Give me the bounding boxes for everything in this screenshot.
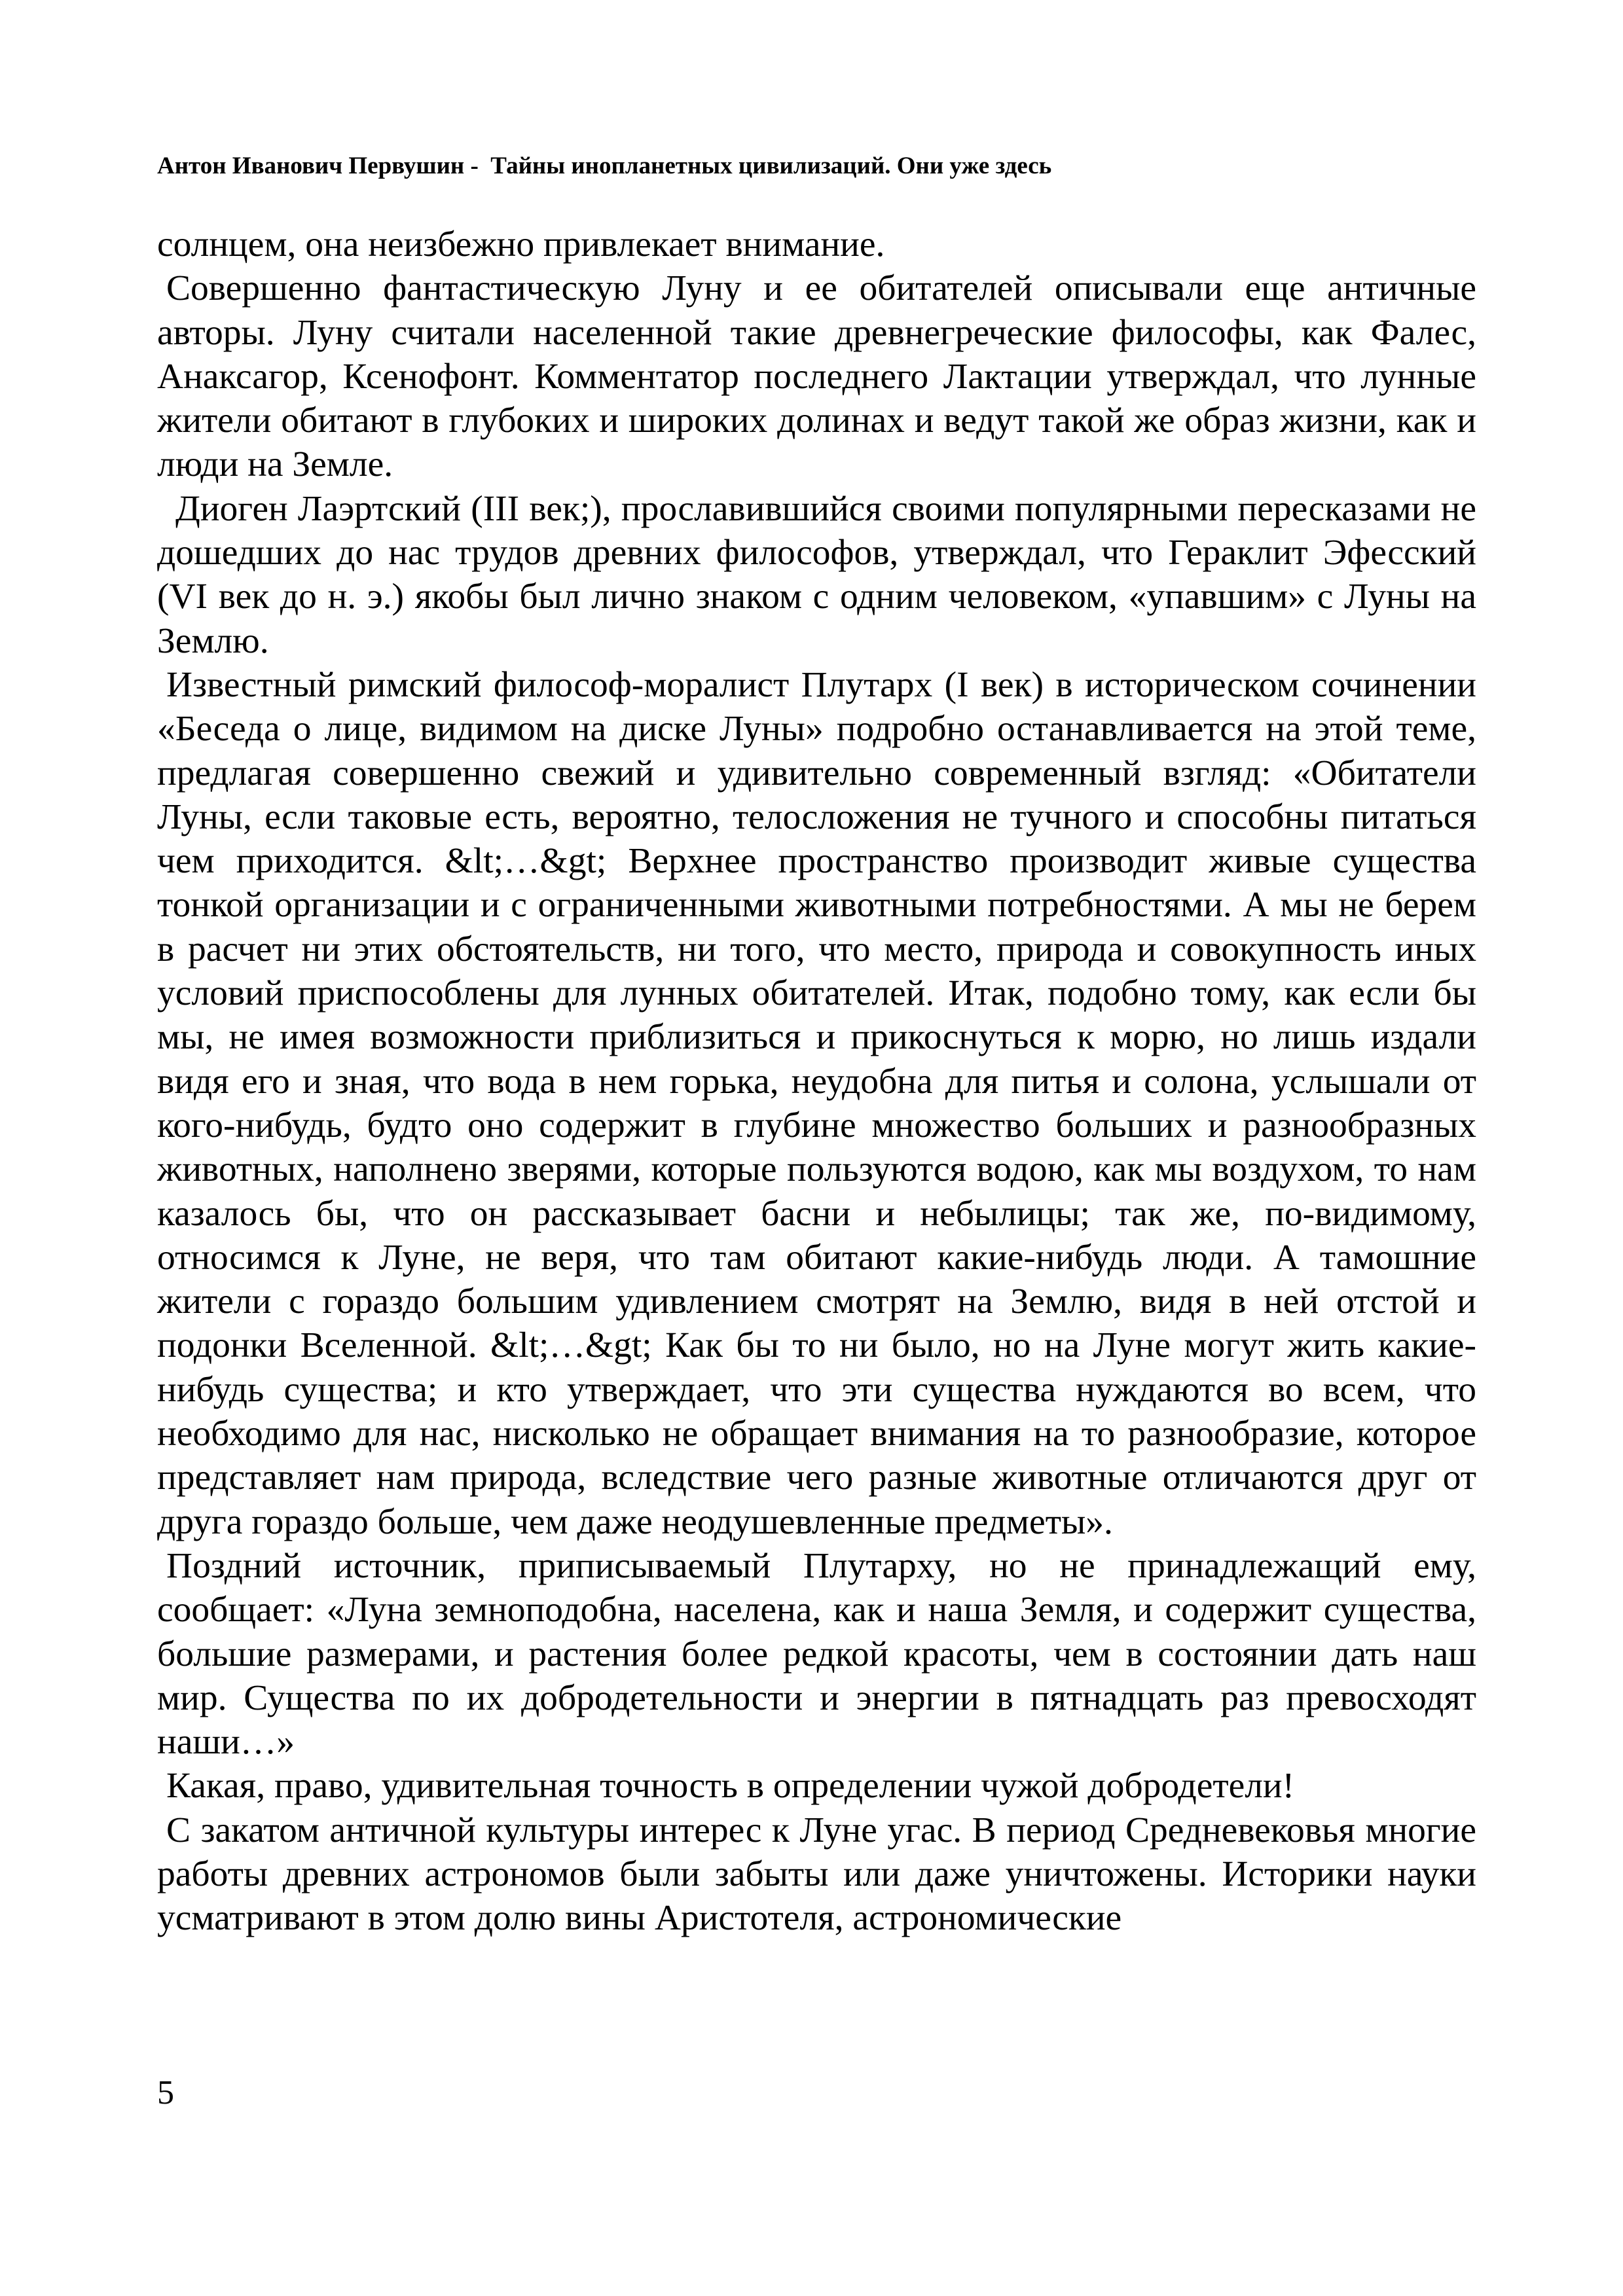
- paragraph-ancient-authors: Совершенно фантастическую Луну и ее обитателей описывали еще античные авторы. Луну считали населенной такие древнегреческие философы, как Фалес, Анаксагор, Ксенофонт. Комментатор последнего Лактации утверждал, что лунные жители обитают в глубоких и широких долинах и ведут такой же образ жизни, как и люди на Земле.: [157, 268, 1476, 485]
- paragraph-late-source: Поздний источник, приписываемый Плутарху, но не принадлежащий ему, сообщает: «Луна земноподобна, населена, как и наша Земля, и содержит существа, большие размерами, и растения более редкой красоты, чем в состоянии дать наш мир. Существа по их добродетельности и энергии в пятнадцать раз превосходят наши…»: [157, 1545, 1476, 1763]
- paragraph-remark: Какая, право, удивительная точность в определении чужой добродетели!: [166, 1766, 1295, 1806]
- paragraph-plutarch: Известный римский философ-моралист Плутарх (I век) в историческом сочинении «Беседа о лице, видимом на диске Луны» подробно останавливается на этой теме, предлагая совершенно свежий и удивительно современный взгляд: «Обитатели Луны, если таковые есть, вероятно, телосложения не тучного и способны питаться чем приходится. &lt;…&gt; Верхнее пространство производит живые существа тонкой организации и с ограниченными животными потребностями. А мы не берем в расчет ни этих обстоятельств, ни того, что место, природа и совокупность иных условий приспособлены для лунных обитателей. Итак, подобно тому, как если бы мы, не имея возможности приблизиться и прикоснуться к морю, но лишь издали видя его и зная, что вода в нем горька, неудобна для питья и солона, услышали от кого-нибудь, будто оно содержит в глубине множество больших и разнообразных животных, наполнено зверями, которые пользуются водою, как мы воздухом, то нам казалось бы, что он рассказывает басни и небылицы; так же, по-видимому, относимся к Луне, не веря, что там обитают какие-нибудь люди. А тамошние жители с гораздо большим удивлением смотрят на Землю, видя в ней отстой и подонки Вселенной. &lt;…&gt; Как бы то ни было, но на Луне могут жить какие-нибудь существа; и кто утверждает, что эти существа нуждаются во всем, что необходимо для нас, нисколько не обращает внимания на то разнообразие, которое представляет нам природа, вследствие чего разные животные отличаются друг от друга гораздо больше, чем даже неодушевленные предметы».: [157, 664, 1476, 1542]
- running-header: Антон Иванович Первушин - Тайны инопланетных цивилизаций. Они уже здесь: [157, 152, 1052, 179]
- paragraph-middle-ages: С закатом античной культуры интерес к Луне угас. В период Средневековья многие работы древних астрономов были забыты или даже уничтожены. Историки науки усматривают в этом долю вины Аристотеля, астрономические: [157, 1810, 1476, 1939]
- page-number: 5: [157, 2074, 174, 2111]
- paragraph-continuation: солнцем, она неизбежно привлекает внимание.: [157, 224, 885, 264]
- paragraph-diogenes: Диоген Лаэртский (III век;), прославившийся своими популярными пересказами не дошедших до нас трудов древних философов, утверждал, что Гераклит Эфесский (VI век до н. э.) якобы был лично знаком с одним человеком, «упавшим» с Луны на Землю.: [157, 488, 1476, 661]
- body-text: [157, 223, 1476, 1941]
